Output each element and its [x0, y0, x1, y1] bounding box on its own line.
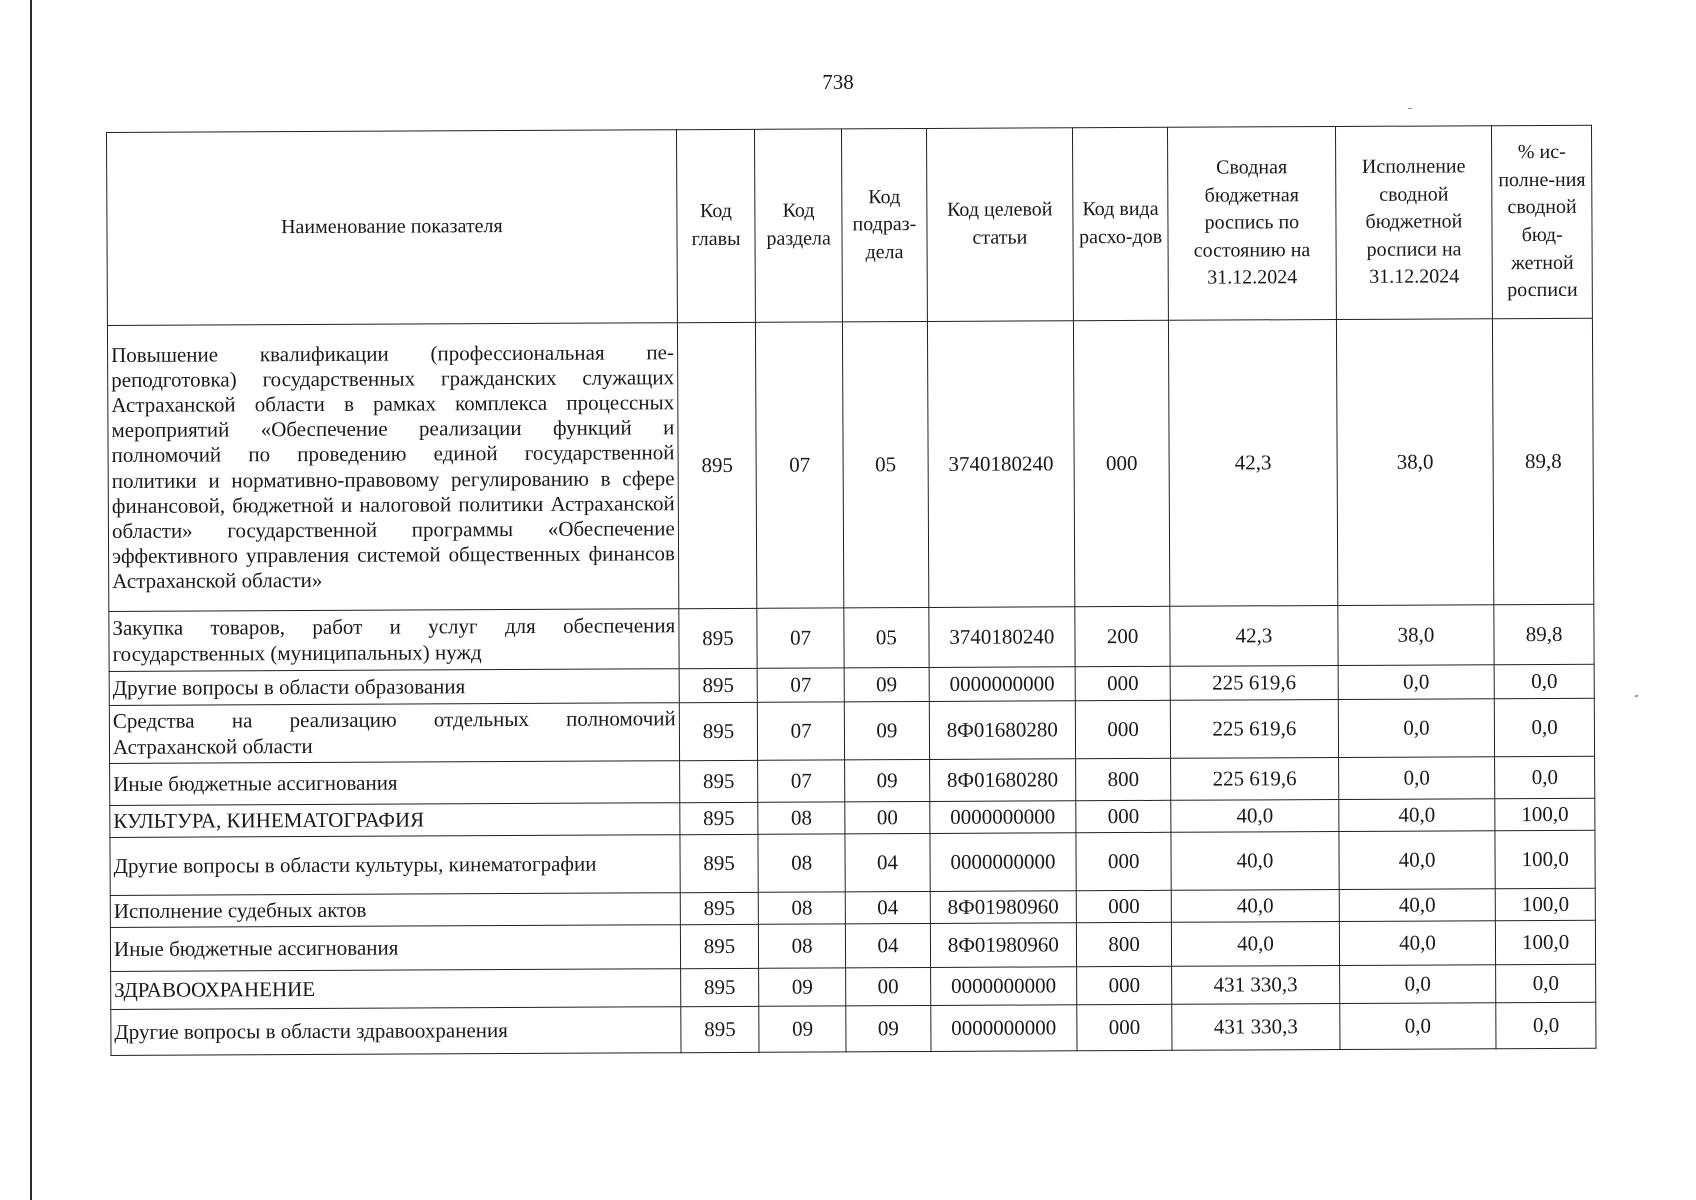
table-row	[110, 756, 1595, 805]
table-row	[111, 1002, 1596, 1055]
row-budget-plan: 42,3	[1169, 319, 1338, 606]
row-budget-execution: 0,0	[1338, 699, 1495, 758]
row-expense-type-code: 800	[1076, 922, 1172, 966]
row-execution-percent: 0,0	[1496, 964, 1596, 1002]
row-execution-percent: 100,0	[1495, 798, 1595, 830]
header-expense-type-code: Код вида расхо-дов	[1072, 127, 1168, 320]
row-execution-percent: 100,0	[1495, 830, 1595, 888]
row-execution-percent: 89,8	[1493, 318, 1594, 604]
row-section-code: 08	[758, 834, 845, 892]
row-budget-plan: 42,3	[1170, 605, 1338, 666]
row-subsection-code: 00	[846, 967, 931, 1005]
page-number: 738	[822, 70, 854, 94]
row-chapter-code: 895	[677, 322, 757, 608]
row-budget-execution: 38,0	[1337, 605, 1494, 666]
row-indicator-name: Другие вопросы в области образования	[109, 669, 679, 706]
row-expense-type-code: 000	[1076, 832, 1172, 890]
row-indicator-name: Исполнение судебных актов	[110, 893, 680, 928]
row-subsection-code: 04	[845, 891, 930, 923]
row-budget-execution: 40,0	[1339, 889, 1496, 922]
row-indicator-name: Другие вопросы в области здравоохранения	[111, 1007, 681, 1056]
row-section-code: 09	[759, 968, 846, 1006]
scan-speck	[1635, 695, 1639, 698]
table-row	[109, 604, 1594, 671]
row-indicator-name: ЗДРАВООХРАНЕНИЕ	[111, 969, 681, 1010]
header-subsection-code: Код подраз-дела	[842, 128, 928, 321]
row-subsection-code: 00	[845, 801, 930, 833]
scan-edge-line	[30, 0, 32, 1200]
table-row	[107, 318, 1593, 611]
row-section-code: 07	[758, 702, 845, 760]
row-budget-plan: 431 330,3	[1172, 1003, 1340, 1050]
budget-table	[106, 125, 1596, 1056]
row-chapter-code: 895	[680, 834, 759, 892]
row-target-item-code: 8Ф01680280	[929, 759, 1075, 802]
row-budget-execution: 40,0	[1338, 799, 1495, 832]
row-target-item-code: 0000000000	[930, 833, 1076, 892]
row-budget-execution: 0,0	[1339, 1003, 1496, 1050]
row-execution-percent: 0,0	[1494, 664, 1594, 698]
row-section-code: 08	[758, 802, 845, 834]
row-section-code: 07	[757, 608, 844, 668]
row-execution-percent: 100,0	[1496, 888, 1596, 920]
row-chapter-code: 895	[679, 702, 758, 760]
row-indicator-name: Повышение квалификации (профессиональная переподготовка) государственных гражданских служащих Астраханской области в рамках комплекса процессных мероприятий «Обеспечение реализации функций и полномочий по проведению единой государственной политики и нормативно-правовому регулированию в сфере финансовой, бюджетной и налоговой политики Астраханской области» государственной программы «Обеспечение эффективного управления системой общественных финансов Астраханской области»	[107, 323, 678, 612]
row-section-code: 07	[758, 760, 845, 802]
row-target-item-code: 8Ф01680280	[929, 701, 1075, 760]
row-budget-execution: 40,0	[1339, 831, 1496, 890]
row-chapter-code: 895	[680, 968, 759, 1006]
row-chapter-code: 895	[680, 802, 759, 834]
row-budget-plan: 431 330,3	[1172, 965, 1340, 1004]
header-section-code: Код раздела	[755, 129, 843, 322]
header-budget-plan: Сводная бюджетная роспись по состоянию на 31.12.2024	[1168, 126, 1336, 320]
row-indicator-name: Средства на реализацию отдельных полномочий Астраханской области	[109, 703, 679, 764]
row-execution-percent: 0,0	[1495, 756, 1595, 798]
row-chapter-code: 895	[679, 668, 758, 702]
row-target-item-code: 0000000000	[931, 1005, 1077, 1052]
row-chapter-code: 895	[680, 892, 759, 924]
table-row	[110, 830, 1595, 895]
row-budget-plan: 225 619,6	[1170, 665, 1338, 700]
row-budget-execution: 0,0	[1338, 665, 1495, 700]
header-target-item-code: Код целевой статьи	[926, 128, 1073, 322]
row-target-item-code: 0000000000	[929, 667, 1075, 702]
row-expense-type-code: 200	[1075, 606, 1171, 666]
row-expense-type-code: 000	[1073, 320, 1170, 606]
row-budget-plan: 40,0	[1172, 921, 1340, 966]
row-target-item-code: 3740180240	[927, 321, 1075, 608]
row-expense-type-code: 000	[1077, 966, 1172, 1004]
header-execution-percent: % ис-полне-ния сводной бюд-жетной росписи	[1492, 125, 1593, 318]
row-subsection-code: 09	[845, 759, 930, 801]
row-chapter-code: 895	[679, 760, 758, 802]
row-subsection-code: 05	[844, 607, 929, 667]
table-header-row	[107, 125, 1593, 325]
row-indicator-name: Закупка товаров, работ и услуг для обеспечения государственных (муниципальных) нужд	[109, 609, 679, 672]
budget-table-wrapper	[106, 125, 1596, 1056]
row-subsection-code: 09	[844, 701, 929, 759]
row-section-code: 07	[756, 322, 844, 608]
row-expense-type-code: 000	[1076, 800, 1171, 832]
row-expense-type-code: 000	[1075, 666, 1170, 700]
table-row	[109, 698, 1594, 763]
row-section-code: 08	[758, 892, 845, 924]
row-subsection-code: 04	[845, 833, 930, 891]
scan-speck	[1408, 108, 1412, 109]
row-budget-plan: 225 619,6	[1171, 699, 1339, 758]
row-target-item-code: 8Ф01980960	[930, 891, 1076, 924]
header-indicator-name: Наименование показателя	[107, 130, 678, 326]
row-execution-percent: 89,8	[1494, 604, 1594, 664]
row-budget-plan: 40,0	[1171, 799, 1338, 832]
row-subsection-code: 04	[845, 923, 930, 967]
row-execution-percent: 0,0	[1496, 1002, 1596, 1048]
row-budget-plan: 40,0	[1171, 831, 1339, 890]
row-budget-execution: 0,0	[1339, 965, 1496, 1004]
row-indicator-name: КУЛЬТУРА, КИНЕМАТОГРАФИЯ	[110, 803, 680, 838]
row-budget-execution: 38,0	[1336, 319, 1494, 606]
row-subsection-code: 09	[844, 667, 929, 701]
row-budget-plan: 225 619,6	[1171, 757, 1339, 800]
row-subsection-code: 09	[846, 1005, 931, 1051]
row-expense-type-code: 000	[1077, 1004, 1173, 1050]
row-section-code: 07	[757, 668, 844, 702]
row-section-code: 09	[759, 1006, 846, 1052]
row-expense-type-code: 000	[1075, 700, 1171, 758]
row-chapter-code: 895	[681, 1006, 760, 1052]
header-chapter-code: Код главы	[676, 129, 755, 322]
row-target-item-code: 3740180240	[929, 607, 1075, 668]
row-indicator-name: Другие вопросы в области культуры, кинематографии	[110, 835, 680, 896]
row-indicator-name: Иные бюджетные ассигнования	[110, 761, 680, 806]
header-budget-execution: Исполнение сводной бюджетной росписи на 31.12.2024	[1335, 126, 1493, 320]
row-execution-percent: 100,0	[1496, 920, 1596, 964]
row-chapter-code: 895	[679, 608, 758, 668]
table-row	[110, 920, 1595, 971]
row-subsection-code: 05	[842, 321, 928, 607]
row-execution-percent: 0,0	[1495, 698, 1595, 756]
row-budget-plan: 40,0	[1171, 889, 1338, 922]
row-section-code: 08	[759, 924, 846, 968]
row-target-item-code: 0000000000	[930, 967, 1076, 1006]
row-indicator-name: Иные бюджетные ассигнования	[110, 925, 680, 972]
row-target-item-code: 8Ф01980960	[930, 923, 1076, 968]
row-budget-execution: 40,0	[1339, 921, 1496, 966]
row-chapter-code: 895	[680, 924, 759, 968]
row-budget-execution: 0,0	[1338, 757, 1495, 800]
row-expense-type-code: 000	[1076, 890, 1171, 922]
row-target-item-code: 0000000000	[930, 801, 1076, 834]
row-expense-type-code: 800	[1076, 758, 1172, 800]
